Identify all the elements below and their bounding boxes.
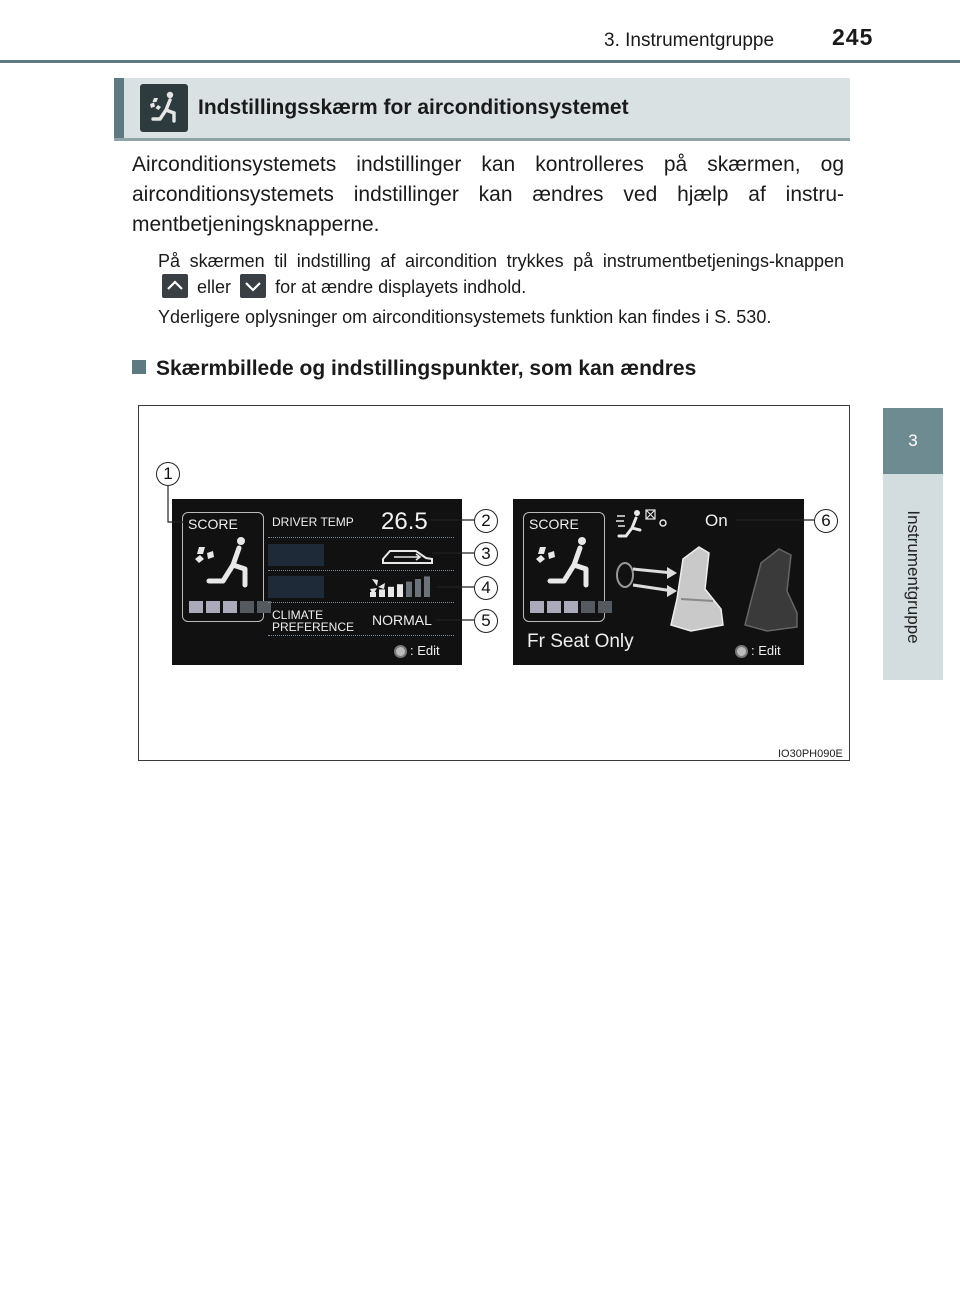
edit-label: : Edit <box>410 643 440 658</box>
callout-5: 5 <box>474 609 498 633</box>
page-number: 245 <box>832 24 874 50</box>
note1-part-b: for at ændre displayets indhold. <box>275 277 527 297</box>
intro-paragraph: Airconditionsystemets indstillinger kan kontrolleres på skærmen, og airconditionsystemets indstillinger kan ændres ved hjælp af instru-mentbetjeningsknapperne. <box>132 153 844 236</box>
seat-mode-label: Fr Seat Only <box>527 631 634 652</box>
note1-or: eller <box>197 277 232 297</box>
callout-3: 3 <box>474 542 498 566</box>
callout-6: 6 <box>814 509 838 533</box>
score-label: SCORE <box>529 516 579 532</box>
callout-1: 1 <box>156 462 180 486</box>
climate-label-line2: PREFERENCE <box>272 620 355 634</box>
note1-part-a: På skærmen til indstilling af aircondition trykkes på instrumentbetjenings-knappen <box>158 251 844 271</box>
running-header: 3. Instrumentgruppe <box>604 30 775 51</box>
illustration-id: IO30PH090E <box>778 748 843 760</box>
climate-label-line1: CLIMATE <box>272 608 324 622</box>
note-paragraph-reference: Yderligere oplysninger om airconditionsystemets funktion kan findes i S. 530. <box>158 307 772 327</box>
callout-4: 4 <box>474 576 498 600</box>
chapter-tab-text: Instrumentgruppe <box>904 510 923 644</box>
seat-status-value: On <box>705 511 728 530</box>
driver-temp-label: DRIVER TEMP <box>272 515 354 529</box>
climate-value: NORMAL <box>372 612 432 628</box>
callout-2: 2 <box>474 509 498 533</box>
subheading-text: Skærmbillede og indstillingspunkter, som kan ændres <box>156 357 697 380</box>
driver-temp-value: 26.5 <box>381 508 428 535</box>
section-title: Indstillingsskærm for airconditionsystemet <box>198 96 629 119</box>
score-label: SCORE <box>188 516 238 532</box>
edit-label: : Edit <box>751 643 781 658</box>
chapter-tab-number[interactable]: 3 <box>883 408 943 474</box>
